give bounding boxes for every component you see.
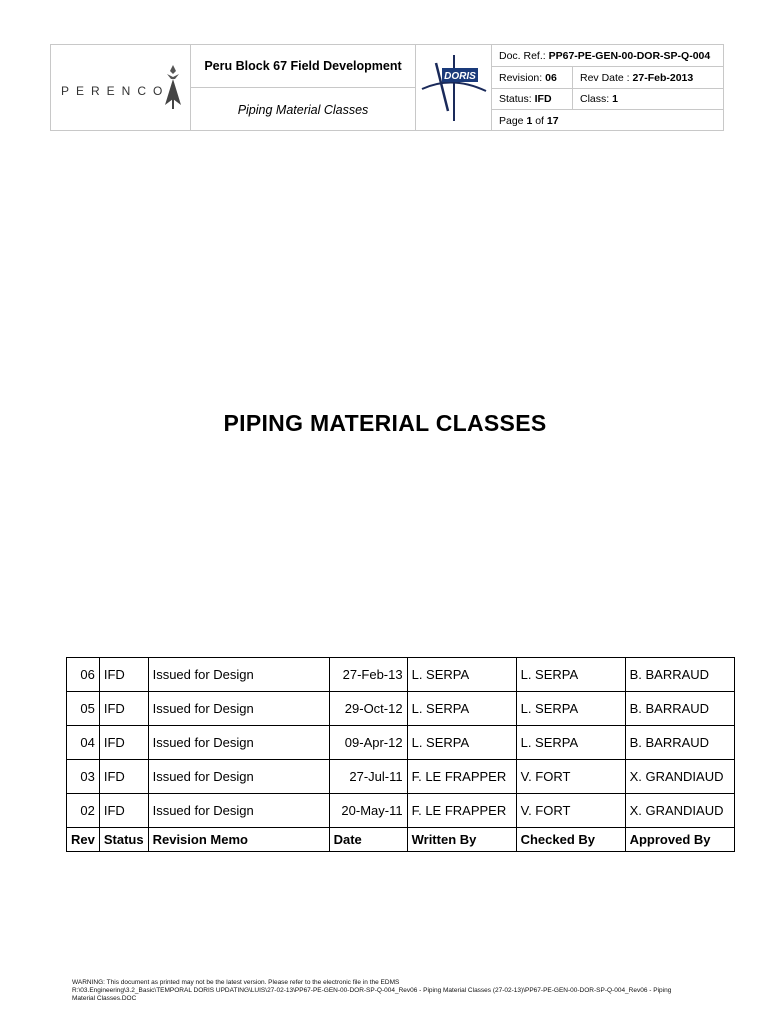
cell-written: F. LE FRAPPER: [407, 760, 516, 794]
project-name: Peru Block 67 Field Development: [191, 45, 416, 88]
perenco-wordmark: PERENCO: [61, 84, 170, 98]
header-checked-by: Checked By: [516, 828, 625, 852]
header-written-by: Written By: [407, 828, 516, 852]
revision-table: [66, 657, 735, 852]
table-row: [67, 760, 735, 794]
page-row: [492, 110, 724, 131]
cell-approved: B. BARRAUD: [625, 726, 734, 760]
doc-ref-value: PP67-PE-GEN-00-DOR-SP-Q-004: [548, 49, 711, 62]
table-row: [67, 726, 735, 760]
revision-row: [492, 67, 724, 89]
cell-approved: X. GRANDIAUD: [625, 794, 734, 828]
cell-date: 27-Feb-13: [329, 658, 407, 692]
cell-written: F. LE FRAPPER: [407, 794, 516, 828]
page-of: of: [535, 114, 544, 127]
rev-date-value: 27-Feb-2013: [632, 71, 694, 84]
page-label: Page: [499, 114, 524, 127]
doris-wordmark: DORIS: [444, 71, 476, 82]
cell-checked: L. SERPA: [516, 692, 625, 726]
table-row: [67, 692, 735, 726]
cell-date: 20-May-11: [329, 794, 407, 828]
class-label: Class:: [580, 93, 610, 105]
cell-checked: L. SERPA: [516, 726, 625, 760]
document-info: [492, 45, 724, 131]
header-date: Date: [329, 828, 407, 852]
document-subtitle: Piping Material Classes: [191, 88, 416, 131]
doc-ref-row: [492, 45, 724, 67]
cell-date: 29-Oct-12: [329, 692, 407, 726]
header-memo: Revision Memo: [148, 828, 329, 852]
cell-approved: B. BARRAUD: [625, 692, 734, 726]
cell-memo: Issued for Design: [148, 658, 329, 692]
class-value: 1: [612, 93, 618, 105]
cell-rev: 04: [67, 726, 100, 760]
table-row: [67, 794, 735, 828]
cell-date: 27-Jul-11: [329, 760, 407, 794]
cell-approved: B. BARRAUD: [625, 658, 734, 692]
cell-status: IFD: [99, 658, 148, 692]
document-header: [50, 44, 724, 131]
page-number: 1: [526, 114, 533, 127]
doris-compass-icon: [420, 53, 488, 123]
cell-status: IFD: [99, 726, 148, 760]
revision-label: Revision:: [499, 71, 543, 84]
cell-written: L. SERPA: [407, 726, 516, 760]
header-rev: Rev: [67, 828, 100, 852]
cell-checked: V. FORT: [516, 794, 625, 828]
table-row: [67, 658, 735, 692]
header-status: Status: [99, 828, 148, 852]
cell-rev: 05: [67, 692, 100, 726]
cell-status: IFD: [99, 794, 148, 828]
status-value: IFD: [534, 93, 552, 105]
cell-memo: Issued for Design: [148, 794, 329, 828]
warning-text: WARNING: This document as printed may not be the latest version. Please refer to the electronic file in the EDMS: [72, 979, 400, 986]
revision-table-header: [67, 828, 735, 852]
file-path: R:\03.Engineering\3.2_Basic\TEMPORAL DORIS UPDATING\LUIS\27-02-13\PP67-PE-GEN-00-DOR-SP-Q-004_Rev06 - Piping Material Classes (27-02-13)\PP67-PE-GEN-00-DOR-SP-Q-004_Rev06 - Piping Material Classes.DOC: [72, 987, 672, 1002]
cell-memo: Issued for Design: [148, 726, 329, 760]
cell-checked: L. SERPA: [516, 658, 625, 692]
cell-status: IFD: [99, 760, 148, 794]
ermine-icon: [161, 65, 185, 111]
revision-value: 06: [545, 71, 557, 84]
status-label: Status:: [499, 93, 532, 105]
doris-logo: [416, 45, 492, 131]
document-title: PIPING MATERIAL CLASSES: [223, 410, 547, 436]
status-row: [492, 89, 724, 110]
cell-rev: 03: [67, 760, 100, 794]
cell-memo: Issued for Design: [148, 760, 329, 794]
cell-rev: 02: [67, 794, 100, 828]
cell-written: L. SERPA: [407, 658, 516, 692]
cell-approved: X. GRANDIAUD: [625, 760, 734, 794]
cell-date: 09-Apr-12: [329, 726, 407, 760]
cell-written: L. SERPA: [407, 692, 516, 726]
header-approved-by: Approved By: [625, 828, 734, 852]
footer-warning: [72, 979, 692, 1003]
cell-status: IFD: [99, 692, 148, 726]
perenco-logo: [51, 45, 191, 131]
doc-ref-label: Doc. Ref.:: [499, 49, 546, 62]
cell-checked: V. FORT: [516, 760, 625, 794]
page-total: 17: [546, 114, 559, 127]
rev-date-label: Rev Date :: [580, 71, 630, 84]
cell-memo: Issued for Design: [148, 692, 329, 726]
cell-rev: 06: [67, 658, 100, 692]
